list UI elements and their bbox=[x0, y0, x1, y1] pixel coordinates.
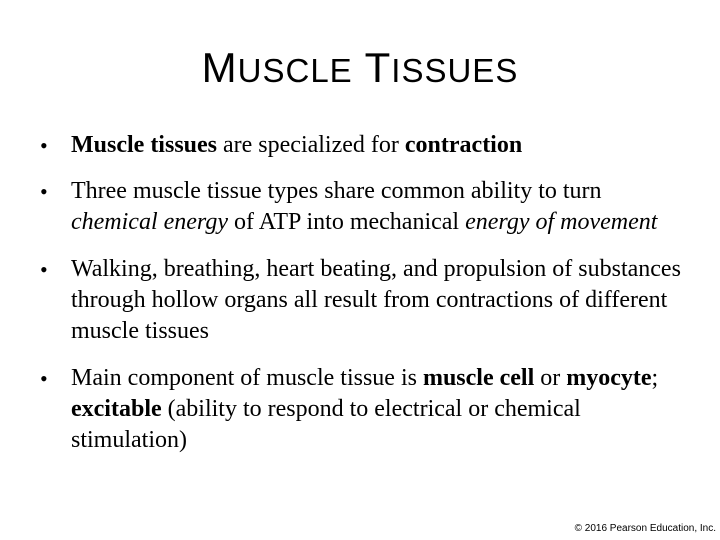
bullet-text-fragment: of ATP into mechanical bbox=[228, 209, 466, 235]
term-muscle-tissues: Muscle tissues bbox=[71, 132, 217, 158]
title-initial-t: T bbox=[364, 44, 392, 91]
term-excitable: excitable bbox=[71, 396, 162, 422]
bullet-dot-icon: • bbox=[40, 179, 48, 204]
bullet-text-fragment: ; bbox=[651, 365, 659, 391]
bullet-text-1 bbox=[71, 132, 522, 158]
bullet-text-fragment: (ability to respond to electrical or chemical stimulation) bbox=[71, 396, 581, 453]
term-chemical-energy: chemical energy bbox=[71, 209, 229, 235]
bullet-text-3: Walking, breathing, heart beating, and propulsion of substances through hollow organs all result from contractions of different muscle tissues bbox=[71, 256, 681, 344]
bullet-text-fragment: Main component of muscle tissue is bbox=[71, 365, 423, 391]
term-energy-of-movement: energy of movement bbox=[465, 209, 658, 235]
bullet-text-fragment: Three muscle tissue types share common ability to turn bbox=[71, 178, 602, 204]
title-initial-m: M bbox=[201, 44, 238, 91]
slide-title bbox=[0, 42, 720, 97]
bullet-item-2 bbox=[40, 176, 690, 238]
term-muscle-cell: muscle cell bbox=[422, 365, 535, 391]
copyright-notice: © 2016 Pearson Education, Inc. bbox=[574, 523, 716, 534]
bullet-item-1 bbox=[40, 130, 690, 161]
title-rest-issues: ISSUES bbox=[391, 52, 519, 89]
bullet-text-fragment: are specialized for bbox=[217, 132, 405, 158]
bullet-dot-icon: • bbox=[40, 366, 48, 391]
title-space bbox=[353, 44, 365, 91]
term-myocyte: myocyte bbox=[566, 365, 652, 391]
bullet-text-fragment: or bbox=[534, 365, 567, 391]
bullet-text-2 bbox=[71, 178, 657, 235]
term-contraction: contraction bbox=[404, 132, 523, 158]
bullet-item-3 bbox=[40, 254, 690, 347]
bullet-list bbox=[40, 130, 690, 456]
bullet-text-4 bbox=[71, 365, 658, 453]
bullet-dot-icon: • bbox=[40, 257, 48, 282]
title-rest-uscle: USCLE bbox=[237, 52, 353, 89]
bullet-item-4 bbox=[40, 363, 690, 456]
bullet-dot-icon: • bbox=[40, 133, 48, 158]
